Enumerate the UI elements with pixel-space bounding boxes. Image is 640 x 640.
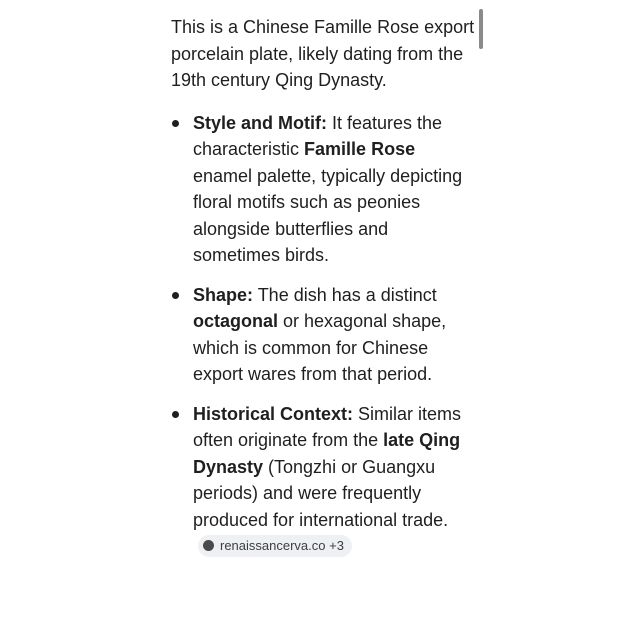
- bullet-dot-icon: [172, 292, 179, 299]
- bullet-list: [171, 110, 476, 560]
- bullet-lead: Style and Motif:: [193, 112, 327, 133]
- source-chip-label: renaissancerva.co +3: [220, 537, 344, 553]
- bullet-text: [193, 401, 476, 560]
- response-content: [171, 14, 476, 573]
- intro-paragraph: This is a Chinese Famille Rose export porcelain plate, likely dating from the 19th century Qing Dynasty.: [171, 17, 475, 90]
- bullet-emphasis: octagonal: [193, 311, 279, 331]
- bullet-style-and-motif: [171, 110, 476, 269]
- bullet-lead: Shape:: [193, 284, 254, 305]
- bullet-emphasis: Famille Rose: [304, 139, 416, 159]
- bullet-body: (Tongzhi or Guangxu periods) and were frequently produced for international trade.: [193, 456, 449, 530]
- bullet-text: [193, 282, 476, 388]
- site-favicon-icon: [203, 540, 214, 551]
- bullet-text: [193, 110, 476, 269]
- scrollbar-thumb[interactable]: [479, 9, 483, 49]
- bullet-shape: [171, 282, 476, 388]
- bullet-body: enamel palette, typically depicting floral motifs such as peonies alongside butterflies and sometimes birds.: [193, 165, 463, 265]
- bullet-body: It features the characteristic: [193, 112, 443, 159]
- bullet-dot-icon: [172, 411, 179, 418]
- bullet-emphasis: late Qing Dynasty: [193, 430, 461, 477]
- bullet-dot-icon: [172, 120, 179, 127]
- bullet-lead: Historical Context:: [193, 403, 354, 424]
- bullet-body: The dish has a distinct: [253, 284, 437, 305]
- source-chip-button[interactable]: [198, 535, 352, 557]
- bullet-body: or hexagonal shape, which is common for Chinese export wares from that period.: [193, 311, 447, 384]
- bullet-body: Similar items often originate from the: [193, 403, 462, 450]
- bullet-historical-context: [171, 401, 476, 560]
